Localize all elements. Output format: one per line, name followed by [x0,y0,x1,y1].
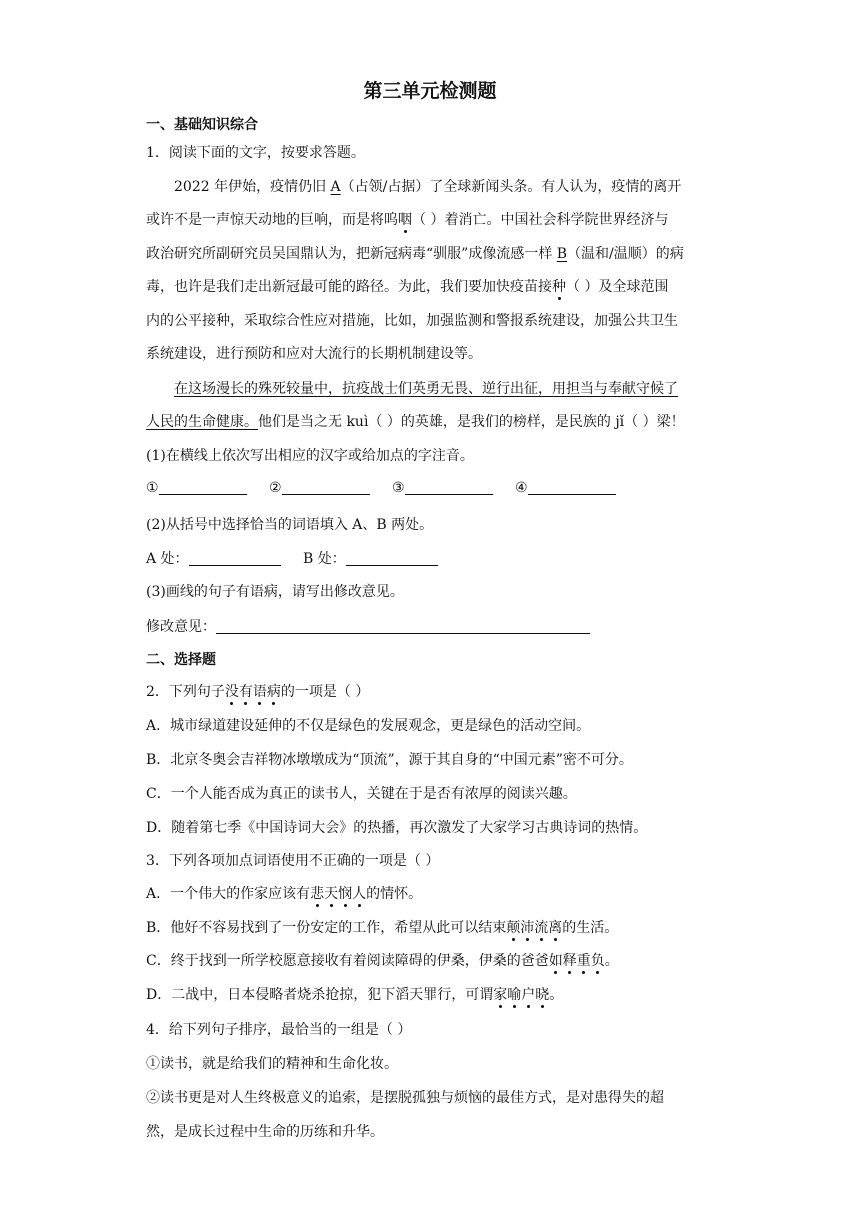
dotted-phrase: 悲天悯人 [310,886,366,902]
q4-sentence-2: ②读书更是对人生终极意义的追索，是摆脱孤独与烦恼的最佳方式，是对患得失的超 [146,1090,664,1106]
passage-line: 内的公平接种，采取综合性应对措施，比如，加强监测和警报系统建设，加强公共卫生 [146,313,678,329]
dotted-char: 种 [552,276,566,296]
q2-option-a: A．城市绿道建设延伸的不仅是绿色的发展观念，更是绿色的活动空间。 [146,718,591,734]
q2-option-b: B．北京冬奥会吉祥物冰墩墩成为“顶流”，源于其自身的“中国元素”密不可分。 [146,752,633,768]
dotted-phrase: 颠沛流离 [506,920,562,936]
blank-marker-a: A [330,179,341,195]
q3-option-d: D．二战中，日本侵略者烧杀抢掠，犯下滔天罪行，可谓家喻户晓。 [146,984,716,1004]
q3-option-a: A．一个伟大的作家应该有悲天悯人的情怀。 [146,883,716,903]
answer-blank-b[interactable] [346,551,438,566]
blank-marker-b: B [556,246,568,262]
dotted-phrase: 家喻户晓 [493,987,549,1003]
underlined-sentence: 人民的生命健康。 [146,414,258,430]
answer-blank-revise[interactable] [216,619,590,634]
q1-sub1: (1)在横线上依次写出相应的汉字或给加点的字注音。 [146,448,474,464]
passage-line: 人民的生命健康。他们是当之无 kuì（ ）的英雄，是我们的榜样，是民族的 jǐ（ ）梁！ [146,414,685,430]
revise-row: 修改意见： [146,616,716,636]
answer-blank-3[interactable] [405,480,493,495]
answer-blank-1[interactable] [159,480,247,495]
answer-blanks-row: ① ② ③ ④ [146,480,716,496]
section-heading-basic: 一、基础知识综合 [146,117,258,133]
passage-line: 毒，也许是我们走出新冠最可能的路径。为此，我们要加快疫苗接种（ ）及全球范围 [146,276,716,296]
passage-line: 政治研究所副研究员吴国鼎认为，把新冠病毒“驯服”成像流感一样 B（温和/温顺）的病 [146,246,684,262]
q2-option-d: D．随着第七季《中国诗词大会》的热播，再次激发了大家学习古典诗词的热情。 [146,820,648,836]
underlined-sentence: 在这场漫长的殊死较量中，抗疫战士们英勇无畏、逆行出征，用担当与奉献守候了 [174,381,678,397]
q2-stem: 2．下列句子没有语病的一项是（ ） [146,681,716,701]
q1-sub3: (3)画线的句子有语病，请写出修改意见。 [146,584,404,600]
dotted-char: 咽 [398,209,412,229]
answer-ab-row: A 处： B 处： [146,548,716,568]
page-title: 第三单元检测题 [363,80,497,102]
dotted-phrase: 如释重负 [549,953,605,969]
q3-option-b: B．他好不容易找到了一份安定的工作，希望从此可以结束颠沛流离的生活。 [146,917,716,937]
answer-blank-4[interactable] [528,480,616,495]
passage-line: 系统建设，进行预防和应对大流行的长期机制建设等。 [146,346,482,362]
section-heading-choice: 二、选择题 [146,652,216,668]
answer-blank-a[interactable] [189,551,281,566]
answer-blank-2[interactable] [282,480,370,495]
q4-sentence-2-cont: 然，是成长过程中生命的历练和升华。 [146,1124,384,1140]
q1-sub2: (2)从括号中选择恰当的词语填入 A、B 两处。 [146,517,434,533]
q3-stem: 3．下列各项加点词语使用不正确的一项是（ ） [146,853,440,869]
passage-line: 2022 年伊始，疫情仍旧 A（占领/占据）了全球新闻头条。有人认为，疫情的离开 [174,179,682,195]
q4-sentence-1: ①读书，就是给我们的精神和生命化妆。 [146,1056,398,1072]
dotted-phrase: 没有语病 [225,684,281,700]
q1-stem: 1．阅读下面的文字，按要求答题。 [146,145,365,161]
q2-option-c: C．一个人能否成为真正的读书人，关键在于是否有浓厚的阅读兴趣。 [146,786,577,802]
passage-line: 或许不是一声惊天动地的巨响，而是将呜咽（ ）着消亡。中国社会科学院世界经济与 [146,209,716,229]
q3-option-c: C．终于找到一所学校愿意接收有着阅读障碍的伊桑，伊桑的爸爸如释重负。 [146,950,716,970]
q4-stem: 4．给下列句子排序，最恰当的一组是（ ） [146,1022,412,1038]
